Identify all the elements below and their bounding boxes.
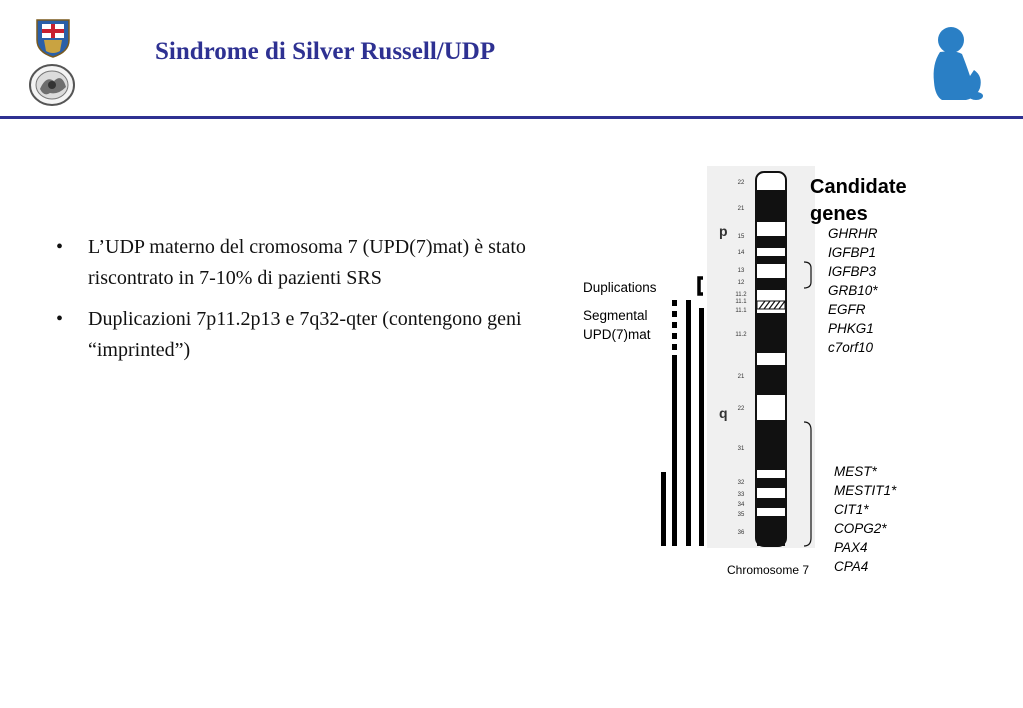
band-label: 36 (737, 530, 745, 536)
gene-item: IGFBP1 (828, 245, 877, 260)
bullet-text: Duplicazioni 7p11.2p13 e 7q32-qter (contengono geni “imprinted”) (88, 308, 522, 361)
segmental-label-line: Segmental (583, 308, 648, 323)
header-divider (0, 116, 1023, 119)
band-dark (757, 498, 785, 508)
segmental-label-line: UPD(7)mat (583, 327, 651, 342)
lower-gene-list (834, 462, 896, 576)
band-label: 11.1 (735, 299, 747, 305)
gene-item: PHKG1 (828, 321, 874, 336)
band-label: 14 (737, 250, 745, 256)
band-dark (757, 516, 785, 546)
bullet-item (52, 232, 562, 294)
band-label: 35 (737, 512, 745, 518)
gene-item: COPG2* (834, 521, 887, 536)
arm-p-label: p (719, 223, 728, 239)
gene-item: c7orf10 (828, 340, 874, 355)
gene-item: MEST* (834, 464, 877, 479)
bullet-item (52, 304, 562, 366)
upd-bar (686, 300, 691, 546)
chromosome-figure (575, 160, 945, 590)
band-label: 32 (737, 480, 745, 486)
bullet-dot: • (56, 236, 64, 258)
gene-item: CIT1* (834, 502, 869, 517)
band-label: 21 (737, 374, 745, 380)
duplication-bracket (699, 278, 703, 294)
band-label: 15 (737, 234, 745, 240)
centromere (757, 301, 785, 309)
chromosome-outline (756, 172, 786, 546)
page-title: Sindrome di Silver Russell/UDP (155, 38, 496, 65)
bullet-dot: • (56, 308, 64, 330)
band-label: 21 (737, 206, 745, 212)
duplications-label: Duplications (583, 280, 657, 295)
bullet-list (52, 232, 562, 376)
band-label: 11.2 (735, 332, 747, 338)
band-dark (757, 278, 785, 290)
gene-item: CPA4 (834, 559, 869, 574)
band-label: 34 (737, 502, 745, 508)
bullet-text: L’UDP materno del cromosoma 7 (UPD(7)mat) è stato riscontrato in 7-10% di pazienti SRS (88, 236, 526, 289)
band-dark (757, 313, 785, 353)
upper-gene-list (828, 224, 878, 357)
gene-item: IGFBP3 (828, 264, 877, 279)
band-label: 31 (737, 446, 745, 452)
gene-item: MESTIT1* (834, 483, 897, 498)
arm-q-label: q (719, 405, 728, 421)
duplication-bar (661, 472, 666, 546)
band-dark (757, 190, 785, 222)
candidate-genes-title (810, 174, 907, 228)
upd-bar (699, 308, 704, 546)
segmental-upd-label (583, 306, 651, 344)
band-label: 11.2 (735, 292, 747, 298)
university-seal-icon (28, 63, 76, 107)
university-crest-icon (34, 18, 72, 58)
band-dark (757, 478, 785, 488)
gene-item: GHRHR (828, 226, 878, 241)
gene-item: PAX4 (834, 540, 868, 555)
baby-silhouette-icon (926, 24, 984, 102)
band-label: 12 (737, 280, 745, 286)
band-label: 22 (737, 406, 745, 412)
band-label: 11.1 (735, 308, 747, 314)
chromosome-label: Chromosome 7 (727, 563, 810, 577)
gene-item: EGFR (828, 302, 866, 317)
gene-item: GRB10* (828, 283, 878, 298)
candidate-title-line: Candidate (810, 176, 907, 198)
band-label: 33 (737, 492, 745, 498)
band-label: 22 (737, 180, 745, 186)
band-dark (757, 420, 785, 470)
band-dark (757, 256, 785, 264)
band-label: 13 (737, 268, 745, 274)
candidate-title-line: genes (810, 203, 868, 225)
band-dark (757, 365, 785, 395)
band-dark (757, 236, 785, 248)
